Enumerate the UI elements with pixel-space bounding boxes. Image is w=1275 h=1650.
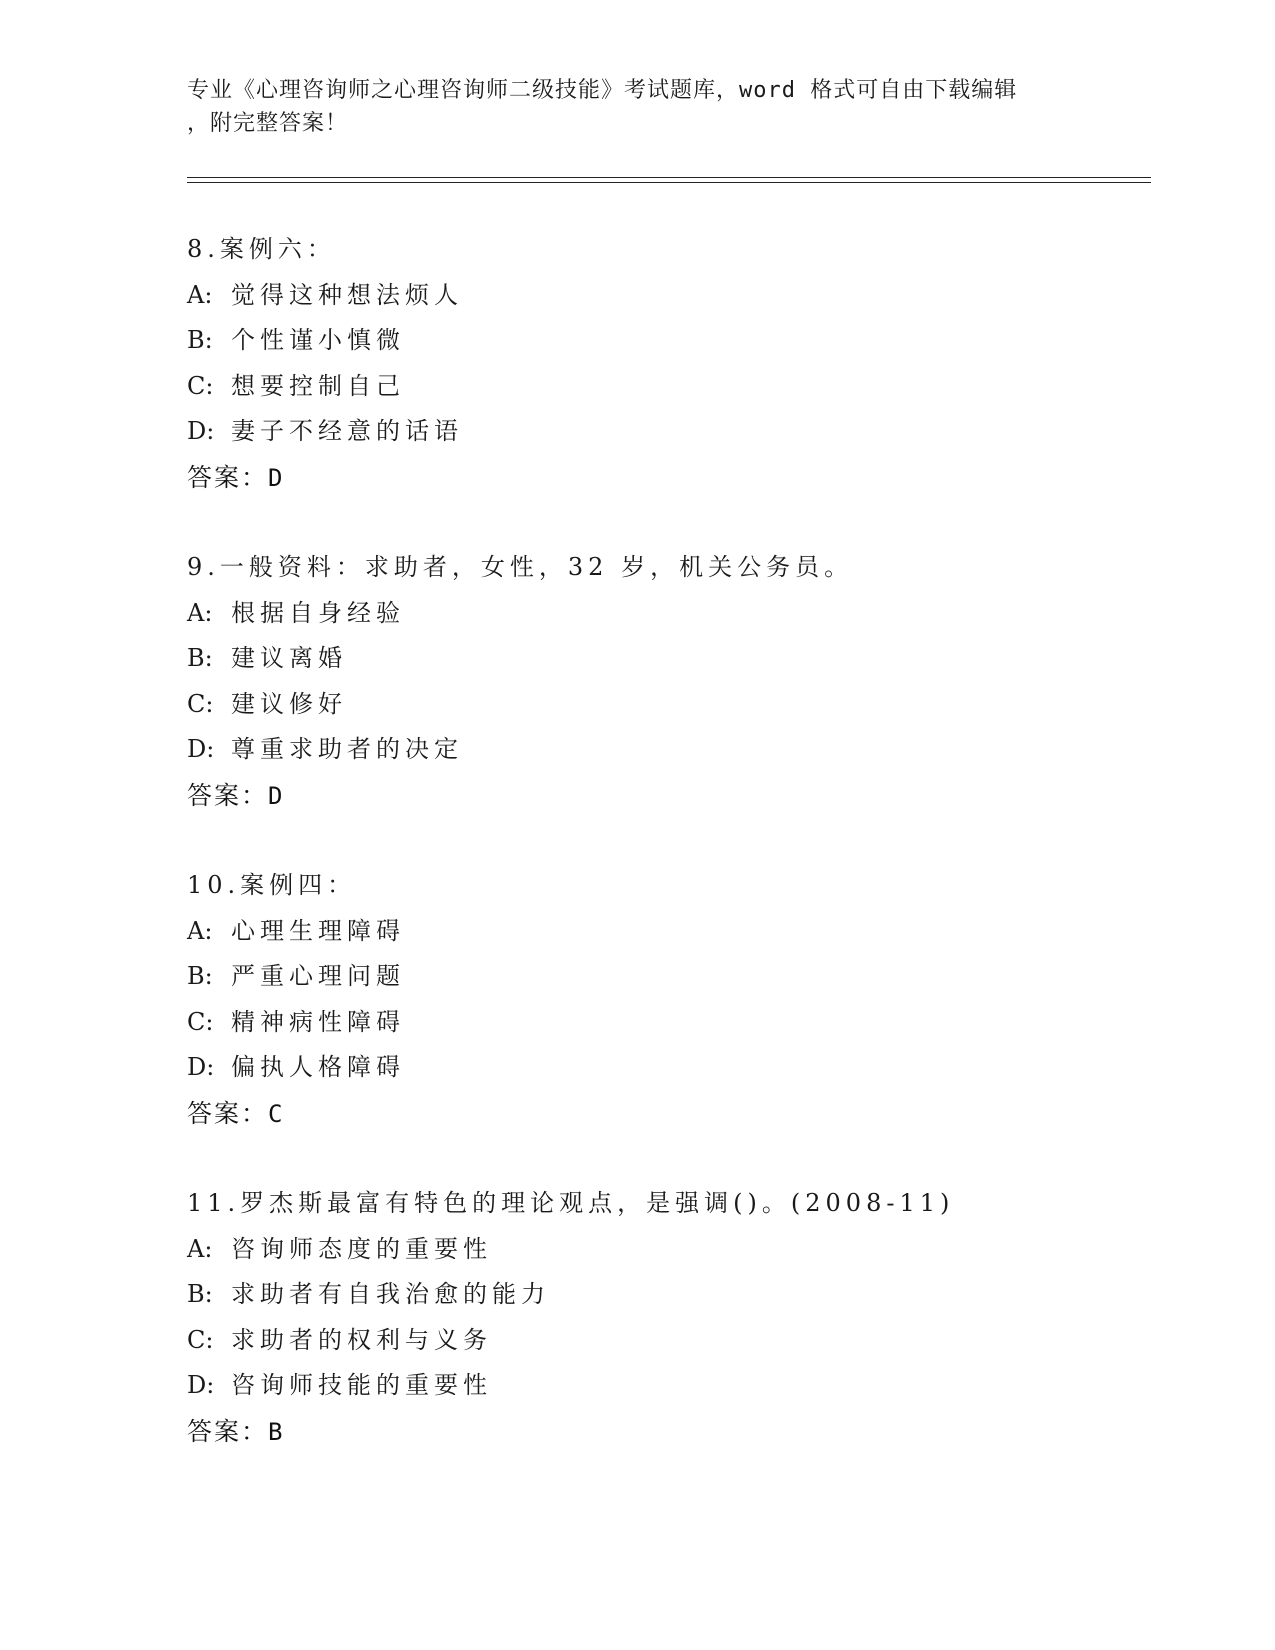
- option-text: 个性谨小慎微: [231, 326, 405, 354]
- option-text: 咨询师技能的重要性: [231, 1371, 492, 1399]
- option-text: 想要控制自己: [231, 371, 405, 400]
- question-9: [187, 545, 1147, 818]
- answer-label: 答案：: [187, 462, 269, 492]
- answer-line: [187, 773, 1147, 819]
- option-d: [187, 1363, 1147, 1409]
- question-title: 9.一般资料：求助者，女性，32 岁，机关公务员。: [187, 553, 854, 581]
- option-b: [187, 1272, 1147, 1318]
- option-text: 求助者有自我治愈的能力: [231, 1280, 550, 1308]
- option-text: 尊重求助者的决定: [231, 735, 463, 763]
- option-text: 建议修好: [231, 689, 347, 718]
- question-11: [187, 1181, 1147, 1454]
- option-b: [187, 318, 1147, 364]
- question-10: [187, 863, 1147, 1136]
- option-b: [187, 636, 1147, 682]
- option-letter: C:: [187, 1325, 214, 1354]
- answer-value: C: [268, 1099, 283, 1128]
- option-letter: C:: [187, 371, 214, 400]
- option-letter: D:: [187, 1371, 215, 1399]
- answer-value: D: [268, 781, 283, 810]
- option-a: [187, 1227, 1147, 1273]
- option-letter: C:: [187, 689, 214, 718]
- option-a: [187, 273, 1147, 319]
- option-letter: A:: [187, 1234, 213, 1263]
- answer-label: 答案：: [187, 780, 269, 810]
- option-c: [187, 682, 1147, 728]
- question-title: 8.案例六：: [187, 235, 336, 263]
- answer-label: 答案：: [187, 1098, 269, 1128]
- answer-line: [187, 1409, 1147, 1455]
- option-d: [187, 727, 1147, 773]
- option-a: [187, 909, 1147, 955]
- option-c: [187, 1000, 1147, 1046]
- option-c: [187, 1318, 1147, 1364]
- option-letter: B:: [187, 1280, 213, 1308]
- option-text: 心理生理障碍: [231, 916, 405, 945]
- answer-label: 答案：: [187, 1416, 269, 1446]
- answer-line: [187, 1091, 1147, 1137]
- option-letter: B:: [187, 644, 213, 672]
- header-divider-top: [187, 177, 1151, 178]
- option-letter: B:: [187, 326, 213, 354]
- answer-line: [187, 455, 1147, 501]
- option-text: 觉得这种想法烦人: [231, 280, 463, 309]
- option-text: 求助者的权利与义务: [231, 1325, 492, 1354]
- option-b: [187, 954, 1147, 1000]
- option-letter: A:: [187, 916, 213, 945]
- option-letter: C:: [187, 1007, 214, 1036]
- option-text: 妻子不经意的话语: [231, 417, 463, 445]
- option-d: [187, 1045, 1147, 1091]
- option-letter: D:: [187, 417, 215, 445]
- option-text: 严重心理问题: [231, 962, 405, 990]
- question-title: 10.案例四：: [187, 871, 357, 899]
- option-text: 咨询师态度的重要性: [231, 1234, 492, 1263]
- option-text: 建议离婚: [231, 644, 347, 672]
- option-text: 精神病性障碍: [231, 1007, 405, 1036]
- option-letter: A:: [187, 598, 213, 627]
- option-letter: A:: [187, 280, 213, 309]
- option-c: [187, 364, 1147, 410]
- answer-value: D: [268, 463, 283, 492]
- option-letter: D:: [187, 735, 215, 763]
- option-letter: D:: [187, 1053, 215, 1081]
- option-text: 偏执人格障碍: [231, 1053, 405, 1081]
- document-header: [187, 74, 1107, 140]
- answer-value: B: [268, 1417, 283, 1446]
- header-divider-bottom: [187, 182, 1151, 183]
- option-a: [187, 591, 1147, 637]
- option-letter: B:: [187, 962, 213, 990]
- option-text: 根据自身经验: [231, 598, 405, 627]
- header-line-2: ，附完整答案！: [187, 111, 349, 136]
- question-title: 11.罗杰斯最富有特色的理论观点，是强调()。(2008-11): [187, 1189, 955, 1217]
- header-line-1: 专业《心理咨询师之心理咨询师二级技能》考试题库，word 格式可自由下载编辑: [187, 78, 1018, 103]
- option-d: [187, 409, 1147, 455]
- question-8: [187, 227, 1147, 500]
